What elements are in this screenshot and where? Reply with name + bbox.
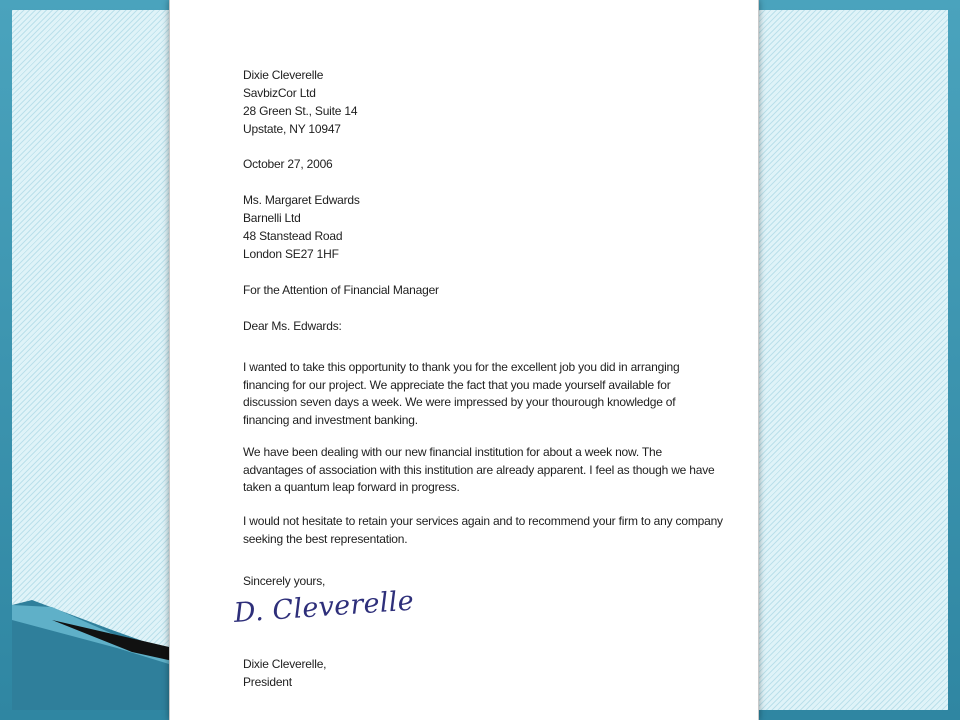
recipient-address	[243, 191, 723, 263]
recipient-street: 48 Stanstead Road	[243, 229, 343, 243]
recipient-name: Ms. Margaret Edwards	[243, 193, 360, 207]
corner-swoosh-decoration	[12, 560, 182, 710]
body-paragraph-1: I wanted to take this opportunity to thank you for the excellent job you did in arranging financing for our project. We appreciate the fact that you made yourself available for discussion seven days a week. We were impressed by your thourough knowledge of financing and investment banking.	[243, 360, 680, 427]
signer-block	[243, 655, 723, 691]
handwritten-signature: D. Cleverelle	[232, 585, 415, 629]
closing: Sincerely yours,	[243, 574, 326, 588]
letter-page	[170, 0, 758, 720]
sender-city: Upstate, NY 10947	[243, 122, 341, 136]
attention-line: For the Attention of Financial Manager	[243, 283, 439, 297]
sender-name: Dixie Cleverelle	[243, 68, 324, 82]
sender-address	[243, 66, 723, 138]
sender-company: SavbizCor Ltd	[243, 86, 316, 100]
salutation: Dear Ms. Edwards:	[243, 319, 342, 333]
letter-date: October 27, 2006	[243, 157, 333, 171]
body-paragraph-3: I would not hesitate to retain your services again and to recommend your firm to any company seeking the best representation.	[243, 514, 723, 546]
recipient-city: London SE27 1HF	[243, 247, 339, 261]
body-paragraph-2: We have been dealing with our new financial institution for about a week now. The advantages of association with this institution are already apparent. I feel as though we have taken a quantum leap forward in progress.	[243, 445, 715, 494]
signer-name: Dixie Cleverelle,	[243, 657, 327, 671]
signer-title: President	[243, 675, 292, 689]
sender-street: 28 Green St., Suite 14	[243, 104, 358, 118]
recipient-company: Barnelli Ltd	[243, 211, 301, 225]
